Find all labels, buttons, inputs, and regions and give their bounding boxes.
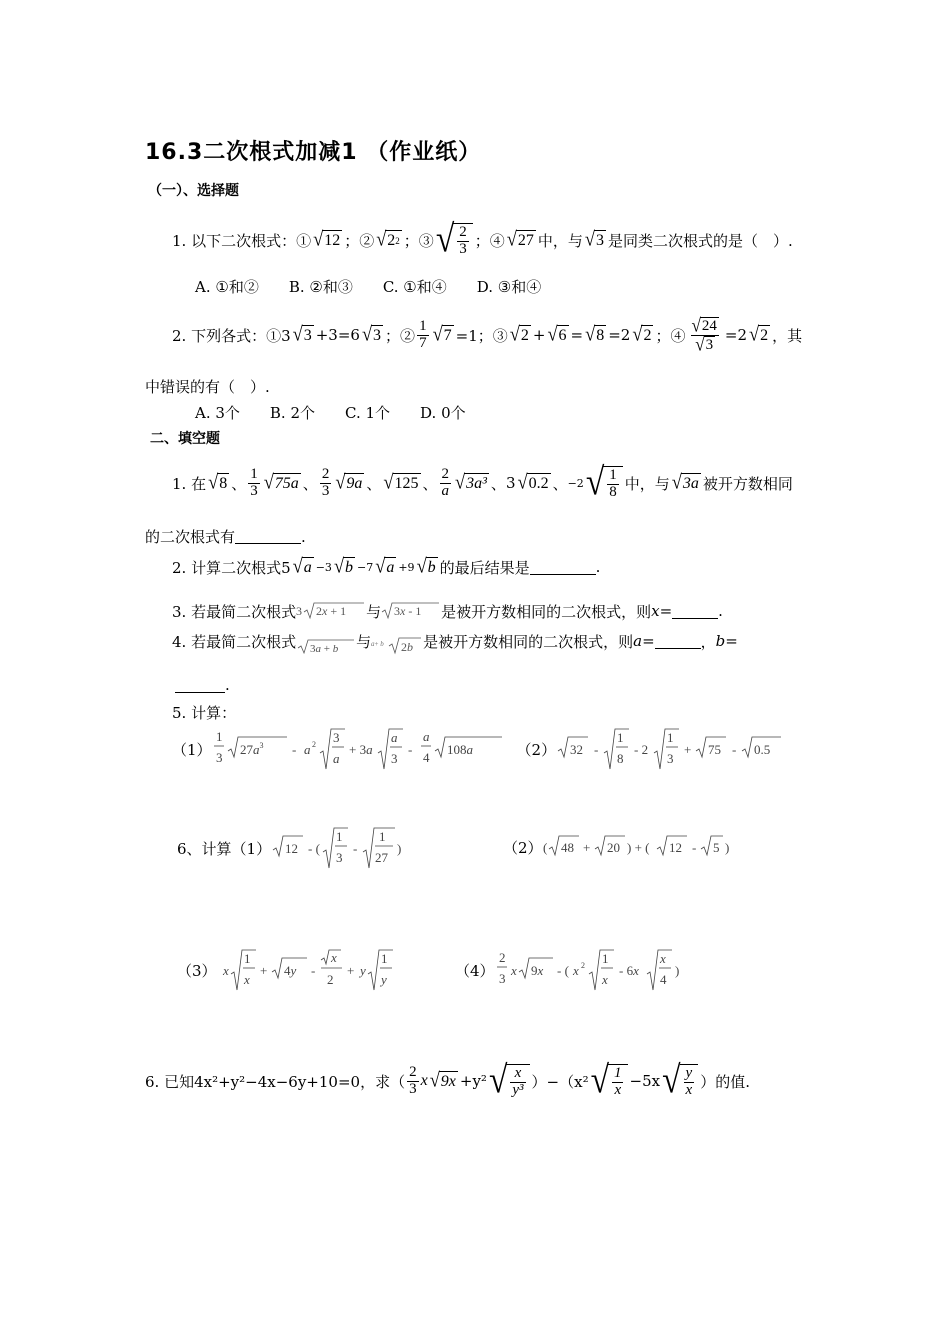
- f3-prefix: 3. 若最简二次根式: [172, 602, 297, 621]
- svg-text:(: (: [542, 840, 547, 855]
- q2-suffix: ，其: [772, 326, 803, 345]
- sqrt-2-over-3: √ $\frac{2}{3}$: [436, 223, 473, 258]
- period: .: [595, 558, 601, 576]
- f2-prefix: 2. 计算二次根式5: [172, 558, 291, 577]
- fraction-2-over-3: $\frac{2}{3}$: [409, 1063, 417, 1097]
- fill-6-row-2: [177, 946, 427, 994]
- sqrt-9x: √ 9x: [429, 1068, 456, 1091]
- svg-text:27a3: $27a^3$: [239, 741, 264, 757]
- q1-sep: ；③: [403, 231, 434, 250]
- svg-text:- 2: - 2: [634, 742, 649, 757]
- svg-text:3: 3: [498, 971, 506, 986]
- svg-text:32: 32: [570, 742, 584, 757]
- f1-dot: 、: [231, 474, 247, 493]
- sqrt-2: √ 2: [632, 322, 652, 345]
- sqrt-6: √ 6: [547, 322, 567, 345]
- svg-text:1: 1: [336, 829, 343, 844]
- sqrt-1-over-x: √ $\frac{1}{x}$: [591, 1064, 628, 1099]
- question-2: [172, 310, 802, 360]
- period: .: [718, 602, 723, 620]
- math-sqrt-3a-plus-b: [296, 626, 356, 656]
- f6-part-2-label: （2）: [503, 838, 543, 857]
- sqrt-7: √ 7: [432, 322, 452, 345]
- equals: =: [659, 602, 673, 620]
- fill-2: [172, 552, 600, 582]
- svg-text:3: 3: [215, 750, 223, 765]
- q1-options: A. ①和② B. ②和③ C. ①和④ D. ③和④: [195, 278, 542, 296]
- section-heading-choice: （一）、选择题: [148, 183, 239, 199]
- sqrt-a: √ a: [375, 554, 395, 577]
- answer-blank[interactable]: [672, 604, 718, 619]
- sqrt-1-over-8: √ $\frac{1}{8}$: [586, 466, 623, 501]
- f6-label: 6、计算（1）: [177, 839, 272, 858]
- fill-6-row-1: [177, 824, 421, 872]
- fraction-2-over-a: $\frac{2}{a}$: [441, 465, 450, 499]
- f3-mid: 与: [366, 602, 382, 621]
- sqrt-27: √ 27: [506, 227, 534, 250]
- svg-text:-: -: [691, 840, 696, 855]
- sqrt-3: √ 3: [361, 322, 382, 345]
- page-title: 16.3二次根式加减1 （作业纸）: [145, 140, 482, 165]
- svg-text:-: -: [407, 742, 412, 757]
- svg-text:x: x: [601, 972, 608, 987]
- q2-continuation: 中错误的有（ ）.: [145, 378, 270, 396]
- fill-4: [172, 624, 738, 658]
- f4-prefix: 4. 若最简二次根式: [172, 632, 297, 651]
- q2-eq1: +3=6: [315, 326, 360, 344]
- svg-text:2: 2: [580, 961, 585, 970]
- coef-plus9: +9: [398, 560, 415, 574]
- svg-text:4: 4: [422, 750, 430, 765]
- q1-sep: ；②: [344, 231, 375, 250]
- var-a: a: [633, 632, 643, 650]
- fill-5-expressions: [172, 724, 816, 774]
- svg-text:2x + 1: 2x + 1: [316, 604, 347, 618]
- q2-eq3a: =: [570, 326, 584, 344]
- svg-text:-: -: [291, 742, 296, 757]
- svg-text:a: a: [303, 742, 311, 757]
- f1-cont-text: 的二次根式有: [145, 528, 236, 546]
- svg-text:1: 1: [667, 730, 674, 745]
- sqrt-9a: √ 9a: [335, 470, 363, 493]
- q1-suffix: 是同类二次根式的是（ ）.: [607, 231, 793, 250]
- svg-text:y: y: [380, 972, 387, 987]
- comma: ，: [700, 632, 716, 651]
- svg-text:1: 1: [379, 829, 386, 844]
- svg-text:- (: - (: [556, 963, 569, 978]
- sqrt-125: √ 125: [383, 470, 419, 493]
- f4-mid: 与: [356, 632, 372, 651]
- svg-text:+: +: [346, 963, 354, 978]
- svg-text:3: 3: [667, 751, 674, 766]
- svg-text:0.5: 0.5: [754, 742, 771, 757]
- f1-suffix: 被开方数相同: [702, 474, 793, 493]
- f1-dot: 、: [302, 474, 318, 493]
- answer-blank-a[interactable]: [655, 634, 701, 649]
- svg-text:- (: - (: [308, 841, 321, 856]
- svg-text:2: 2: [326, 972, 334, 987]
- svg-text:a: a: [390, 730, 398, 745]
- svg-text:-: -: [353, 841, 358, 856]
- math-root-a-plus-b-of-2b: [371, 626, 423, 656]
- q2-sep: ；②: [385, 326, 416, 345]
- q1-mid: 中，与: [537, 231, 583, 250]
- q1-sep: ；④: [474, 231, 505, 250]
- math-sqrt-3x-minus-1: [381, 600, 441, 622]
- fraction-1-over-3: $\frac{1}{3}$: [250, 465, 258, 499]
- final-mid-2: ）−（x²: [531, 1072, 589, 1091]
- sqrt-3: √ 3: [292, 322, 312, 345]
- svg-text:x: x: [330, 950, 337, 965]
- f1-dot: 、: [422, 474, 438, 493]
- answer-blank-b[interactable]: [175, 678, 225, 693]
- svg-text:x: x: [659, 951, 666, 966]
- sqrt-8: √ 8: [208, 470, 228, 493]
- svg-text:a: a: [332, 751, 340, 766]
- svg-text:3: 3: [336, 850, 343, 865]
- svg-text:x: x: [510, 963, 517, 978]
- period: .: [301, 527, 306, 546]
- f1-coef-minus2: −2: [567, 476, 584, 490]
- svg-text:1: 1: [601, 951, 609, 966]
- svg-text:a+ b: a+ b: [371, 640, 384, 648]
- equals: =: [642, 632, 655, 650]
- svg-text:x: x: [222, 963, 229, 978]
- coef-minus7: −7: [357, 560, 374, 574]
- svg-text:3a + b: 3a + b: [310, 643, 339, 655]
- part-1-label: （1）: [172, 740, 212, 759]
- svg-text:3: 3: [390, 751, 398, 766]
- svg-text:12: 12: [668, 840, 682, 855]
- svg-text:27: 27: [375, 850, 389, 865]
- q2-eq4: =2: [724, 326, 748, 344]
- svg-text:4: 4: [659, 972, 667, 987]
- var-x: x: [651, 602, 660, 620]
- question-1: [172, 218, 793, 262]
- equals: =: [725, 632, 738, 650]
- svg-text:+: +: [259, 963, 267, 978]
- coef-minus3: −3: [315, 560, 332, 574]
- final-question: [145, 1054, 750, 1108]
- svg-text:): ): [674, 963, 679, 978]
- svg-text:48: 48: [560, 840, 574, 855]
- fill-6-row-2b: [455, 946, 705, 994]
- math-expression-5-2: [556, 725, 816, 773]
- f1-dot: 、: [552, 474, 568, 493]
- sqrt-b: √ b: [333, 554, 354, 577]
- section-heading-fill: 二、填空题: [150, 431, 220, 447]
- sqrt-8: √ 8: [585, 322, 605, 345]
- fill-5-label: 5. 计算：: [172, 704, 237, 722]
- svg-text:+: +: [582, 840, 590, 855]
- q2-eq2: =1；③: [455, 326, 508, 345]
- svg-text:75: 75: [708, 742, 722, 757]
- svg-text:3: 3: [296, 604, 303, 618]
- period: .: [225, 676, 230, 694]
- svg-text:x: x: [243, 972, 250, 987]
- f4-continuation: [175, 676, 230, 694]
- fill-1: [172, 455, 793, 511]
- svg-text:2: 2: [498, 950, 506, 965]
- final-prefix: 6. 已知4x²+y²−4x−6y+10=0，求（: [145, 1072, 406, 1091]
- sqrt-0-2: √ 0.2: [517, 470, 549, 493]
- svg-text:-: -: [310, 963, 315, 978]
- final-mid-3: −5x: [629, 1072, 661, 1090]
- q2-sep: ；④: [655, 326, 686, 345]
- svg-text:): ): [397, 841, 402, 856]
- svg-text:1: 1: [380, 951, 388, 966]
- svg-text:3: 3: [332, 730, 340, 745]
- svg-text:-: -: [732, 742, 737, 757]
- sqrt-3a-cubed: √ 3a³: [455, 470, 487, 493]
- sqrt-x-over-y-cubed: √ $\frac{x}{\text{y³}}$: [489, 1064, 530, 1099]
- answer-blank[interactable]: [530, 560, 596, 575]
- svg-text:1: 1: [617, 730, 624, 745]
- var-x: x: [420, 1072, 428, 1089]
- var-b: b: [715, 632, 726, 650]
- f1-dot: 、: [366, 474, 382, 493]
- svg-text:+ 3a: + 3a: [348, 742, 373, 757]
- svg-text:12: 12: [285, 841, 299, 856]
- f1-mid: 中，与: [624, 474, 670, 493]
- sqrt-b: √ b: [416, 554, 436, 577]
- svg-text:- 6x: - 6x: [618, 963, 639, 978]
- sqrt-y-over-x: √ $\frac{y}{x}$: [662, 1064, 698, 1099]
- svg-text:3x - 1: 3x - 1: [394, 604, 422, 618]
- f1-dot: 、: [490, 474, 506, 493]
- svg-text:2: 2: [311, 740, 316, 749]
- svg-text:4y: 4y: [283, 963, 296, 978]
- q2-eq3b: =2: [608, 326, 631, 344]
- final-mid-1: +y²: [459, 1072, 487, 1090]
- f6-part-4-label: （4）: [455, 961, 495, 980]
- f4-suffix: 是被开方数相同的二次根式，则: [423, 632, 634, 651]
- svg-text:8: 8: [617, 751, 624, 766]
- sqrt-2: √ 2: [509, 322, 529, 345]
- math-expression-6-4: [495, 946, 705, 994]
- f1-coef-3: 3: [505, 474, 516, 492]
- svg-text:): ): [724, 840, 729, 855]
- math-expression-6-1: [271, 824, 421, 872]
- svg-text:1: 1: [243, 951, 251, 966]
- sqrt-2: √ 2: [749, 322, 769, 345]
- fraction-sqrt24-over-sqrt3: √ 24 √ 3: [687, 317, 722, 354]
- q2-plus: +: [532, 326, 546, 344]
- svg-text:108a: 108a: [446, 742, 473, 757]
- fill-6-row-1b: [503, 832, 733, 862]
- fill-3: [172, 598, 723, 624]
- f1-continuation: [145, 526, 306, 547]
- svg-text:+: +: [684, 742, 692, 757]
- svg-text:) + (: ) + (: [626, 840, 650, 855]
- q2-prefix: 2. 下列各式：①3: [172, 326, 291, 345]
- math-expression-6-3: [217, 946, 427, 994]
- q2-options: A. 3个 B. 2个 C. 1个 D. 0个: [195, 404, 466, 422]
- final-suffix: ）的值.: [700, 1072, 750, 1091]
- fraction-2-over-3: $\frac{2}{3}$: [321, 465, 330, 499]
- svg-text:1: 1: [215, 729, 223, 744]
- svg-text:20: 20: [606, 840, 620, 855]
- f6-part-3-label: （3）: [177, 961, 217, 980]
- svg-text:9x: 9x: [530, 963, 543, 978]
- fraction-1-over-7: $\frac{1}{7}$: [419, 317, 427, 351]
- math-expression-6-2: [543, 833, 733, 861]
- svg-text:5: 5: [712, 840, 720, 855]
- svg-text:-: -: [594, 742, 599, 757]
- answer-blank[interactable]: [235, 529, 301, 544]
- sqrt-3a: √ 3a: [671, 470, 699, 493]
- sqrt-3: √ 3: [584, 227, 604, 250]
- math-3-sqrt-2x-plus-1: [296, 600, 366, 622]
- part-2-label: （2）: [516, 740, 557, 759]
- f2-suffix: 的最后结果是: [439, 558, 530, 577]
- f1-prefix: 1. 在: [172, 474, 207, 493]
- f3-suffix: 是被开方数相同的二次根式，则: [441, 602, 652, 621]
- svg-text:2b: 2b: [401, 640, 414, 654]
- q1-prefix: 1. 以下二次根式：①: [172, 231, 312, 250]
- svg-text:x: x: [572, 963, 579, 978]
- svg-text:y: y: [359, 963, 366, 978]
- sqrt-a: √ a: [292, 554, 312, 577]
- svg-text:a: a: [422, 729, 430, 744]
- sqrt-12: √ 12: [313, 227, 341, 250]
- math-expression-5-1: [212, 725, 517, 773]
- sqrt-75a: √ 75a: [263, 470, 299, 493]
- sqrt-2-squared: √ 2 2: [376, 227, 400, 250]
